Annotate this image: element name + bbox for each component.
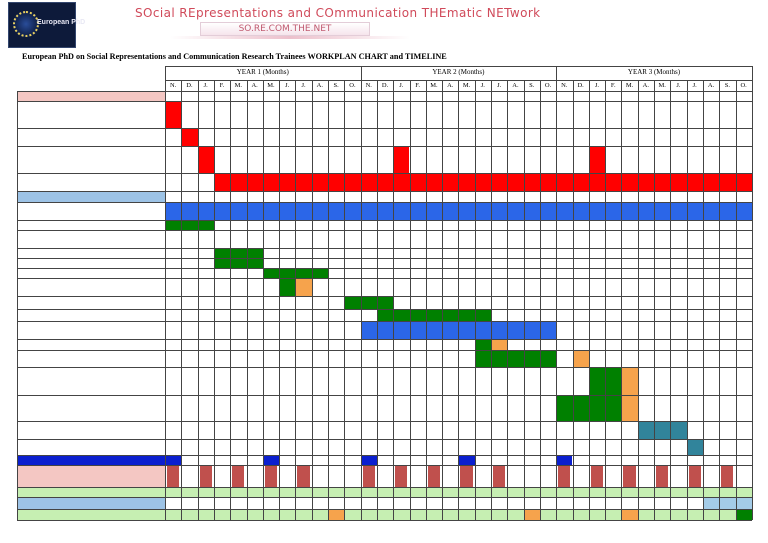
grid-line xyxy=(719,80,720,520)
grid-line xyxy=(17,339,752,340)
grid-line xyxy=(377,80,378,520)
milestone-mark xyxy=(589,155,605,164)
grid-line xyxy=(491,80,492,520)
task-bar xyxy=(475,350,557,367)
multimedia-navy-cell xyxy=(17,455,165,465)
row-label xyxy=(18,174,164,191)
month-header: D. xyxy=(577,82,584,89)
month-header: J. xyxy=(676,82,681,89)
month-header: A. xyxy=(251,82,258,89)
grid-line xyxy=(17,395,752,396)
career-strip xyxy=(703,497,752,509)
multimedia-navy-cell xyxy=(361,455,377,465)
row-label xyxy=(18,396,164,421)
grid-line xyxy=(181,80,182,520)
grid-line xyxy=(17,455,752,456)
grid-line xyxy=(230,80,231,520)
grid-line xyxy=(263,80,264,520)
month-header: J. xyxy=(594,82,600,89)
month-header: J. xyxy=(399,82,404,89)
month-header: S. xyxy=(724,82,730,89)
month-header: S. xyxy=(529,82,535,89)
grid-line xyxy=(17,268,752,269)
row-label xyxy=(18,368,164,395)
multimedia-session-cell xyxy=(363,465,375,487)
month-header: F. xyxy=(219,82,225,89)
grid-line xyxy=(17,439,752,440)
grid-line xyxy=(17,202,752,203)
multimedia-navy-cell xyxy=(458,455,474,465)
month-header: A. xyxy=(512,82,519,89)
grid-line xyxy=(361,66,362,520)
row-label xyxy=(18,147,164,173)
row-label xyxy=(42,249,164,258)
grid-line xyxy=(393,80,394,520)
section-submission xyxy=(18,510,186,520)
section-bibliographic xyxy=(17,92,165,101)
multimedia-session-cell xyxy=(656,465,668,487)
milestone-mark xyxy=(621,377,637,386)
grid-line xyxy=(507,80,508,520)
milestone-mark xyxy=(198,155,214,164)
month-header: M. xyxy=(267,82,275,89)
grid-line xyxy=(17,146,752,147)
row-label xyxy=(18,351,164,367)
multimedia-session-cell xyxy=(623,465,635,487)
grid-line xyxy=(524,80,525,520)
row-label xyxy=(18,102,164,128)
row-label xyxy=(18,297,164,309)
multimedia-session-cell xyxy=(395,465,407,487)
task-bar xyxy=(181,128,197,146)
multimedia-session-cell xyxy=(558,465,570,487)
multimedia-session-cell xyxy=(265,465,277,487)
grid-line xyxy=(165,66,166,520)
grid-line xyxy=(687,80,688,520)
grid-line xyxy=(279,80,280,520)
grid-line xyxy=(17,509,752,510)
section-career xyxy=(19,499,167,509)
grid-line xyxy=(442,80,443,520)
grid-line xyxy=(621,80,622,520)
grid-line xyxy=(328,80,329,520)
grid-line xyxy=(247,80,248,520)
row-label xyxy=(18,440,164,455)
month-header: M. xyxy=(462,82,471,89)
month-header: O. xyxy=(544,82,552,89)
month-header: J. xyxy=(692,82,697,89)
submission-mark xyxy=(328,510,344,519)
year-header: YEAR 1 (Months) xyxy=(236,68,289,76)
section-seminars xyxy=(19,488,167,497)
task-bar xyxy=(214,248,263,258)
year-header: YEAR 3 (Months) xyxy=(627,68,681,76)
grid-line xyxy=(17,91,18,520)
month-header: F. xyxy=(415,82,421,89)
month-header: J. xyxy=(203,82,208,89)
row-label xyxy=(18,129,164,146)
task-bar xyxy=(475,339,491,350)
month-header: A. xyxy=(642,82,649,89)
grid-line xyxy=(17,465,752,466)
grid-line xyxy=(17,497,752,498)
month-header: A. xyxy=(447,82,454,89)
milestone-mark xyxy=(621,404,637,413)
grid-line xyxy=(295,80,296,520)
milestone-mark xyxy=(573,354,589,363)
grid-line xyxy=(17,191,752,192)
month-header: M. xyxy=(625,82,634,89)
grid-line xyxy=(589,80,590,520)
grid-line xyxy=(605,80,606,520)
grid-line xyxy=(426,80,427,520)
multimedia-session-cell xyxy=(460,465,472,487)
task-bar xyxy=(344,296,393,309)
task-bar xyxy=(638,421,687,439)
grid-line xyxy=(703,80,704,520)
submission-mark xyxy=(736,510,752,519)
grid-line xyxy=(17,220,752,221)
submission-mark xyxy=(524,510,540,519)
month-header: A. xyxy=(316,82,323,89)
grid-line xyxy=(752,66,753,520)
grid-line xyxy=(540,80,541,520)
grid-line xyxy=(214,80,215,520)
multimedia-session-cell xyxy=(297,465,309,487)
grid-line xyxy=(165,66,752,67)
grid-line xyxy=(573,80,574,520)
row-label xyxy=(18,279,164,296)
grid-line xyxy=(312,80,313,520)
grid-line xyxy=(410,80,411,520)
grid-line xyxy=(17,173,752,174)
multimedia-session-cell xyxy=(232,465,244,487)
task-bar xyxy=(165,101,181,128)
row-label xyxy=(18,203,164,220)
multimedia-session-cell xyxy=(721,465,733,487)
grid-line xyxy=(475,80,476,520)
month-header: D. xyxy=(186,82,193,89)
grid-line xyxy=(654,80,655,520)
row-label xyxy=(42,269,164,278)
grid-line xyxy=(556,66,557,520)
grid-line xyxy=(670,80,671,520)
grid-line xyxy=(17,520,752,521)
milestone-mark xyxy=(393,155,409,164)
grid-line xyxy=(638,80,639,520)
submission-mark xyxy=(621,510,637,519)
year-header: YEAR 2 (Months) xyxy=(432,68,485,76)
grid-line xyxy=(17,296,752,297)
grid-line xyxy=(17,128,752,129)
row-label xyxy=(18,322,164,339)
grid-line xyxy=(17,230,752,231)
milestone-mark xyxy=(491,340,507,349)
section-multimedia xyxy=(17,467,165,487)
task-bar xyxy=(165,220,214,230)
network-title: SOcial REpresentations and COmmunication THEmatic NETwork xyxy=(135,6,541,20)
grid-line xyxy=(17,248,752,249)
multimedia-session-cell xyxy=(200,465,212,487)
grid-line xyxy=(344,80,345,520)
grid-line xyxy=(17,309,752,310)
month-header: N. xyxy=(365,82,372,89)
multimedia-session-cell xyxy=(591,465,603,487)
month-header: J. xyxy=(497,82,502,89)
month-header: D. xyxy=(381,82,389,89)
grid-line xyxy=(17,350,752,351)
grid-line xyxy=(17,258,752,259)
multimedia-navy-cell xyxy=(165,455,181,465)
row-label xyxy=(18,310,164,321)
month-header: N. xyxy=(169,82,177,89)
page-title: European PhD on Social Representations and Communication Research Trainees WORKPLAN CHART and TIMELINE xyxy=(22,52,447,61)
month-header: J. xyxy=(285,82,290,89)
month-header: M. xyxy=(658,82,666,89)
month-header: F. xyxy=(610,82,616,89)
grid-line xyxy=(17,487,752,488)
milestone-mark xyxy=(687,443,703,452)
month-header: S. xyxy=(333,82,339,89)
grid-line xyxy=(17,421,752,422)
month-header: M. xyxy=(234,82,243,89)
month-header: J. xyxy=(480,82,485,89)
network-acronym: SO.RE.COM.THE.NET xyxy=(200,22,370,36)
month-header: O. xyxy=(740,82,747,89)
multimedia-navy-cell xyxy=(263,455,279,465)
multimedia-session-cell xyxy=(689,465,701,487)
logo-text: European PhD xyxy=(37,19,86,26)
month-header: M. xyxy=(430,82,438,89)
task-bar xyxy=(214,258,263,268)
month-header: J. xyxy=(301,82,306,89)
row-label xyxy=(18,231,164,248)
month-header: N. xyxy=(561,82,568,89)
grid-line xyxy=(17,101,752,102)
grid-line xyxy=(736,80,737,520)
row-label xyxy=(18,340,164,350)
grid-line xyxy=(17,278,752,279)
grid-line xyxy=(198,80,199,520)
row-label xyxy=(42,259,164,268)
multimedia-navy-cell xyxy=(556,455,572,465)
multimedia-session-cell xyxy=(428,465,440,487)
row-label xyxy=(18,422,164,439)
grid-line xyxy=(17,367,752,368)
grid-line xyxy=(458,80,459,520)
milestone-mark xyxy=(295,283,311,292)
grid-line xyxy=(17,321,752,322)
month-header: O. xyxy=(349,82,356,89)
multimedia-session-cell xyxy=(493,465,505,487)
section-advanced xyxy=(17,192,165,202)
month-header: A. xyxy=(707,82,715,89)
task-bar xyxy=(279,278,295,296)
row-label xyxy=(18,221,164,230)
multimedia-session-cell xyxy=(167,465,179,487)
grid-line xyxy=(17,91,752,92)
